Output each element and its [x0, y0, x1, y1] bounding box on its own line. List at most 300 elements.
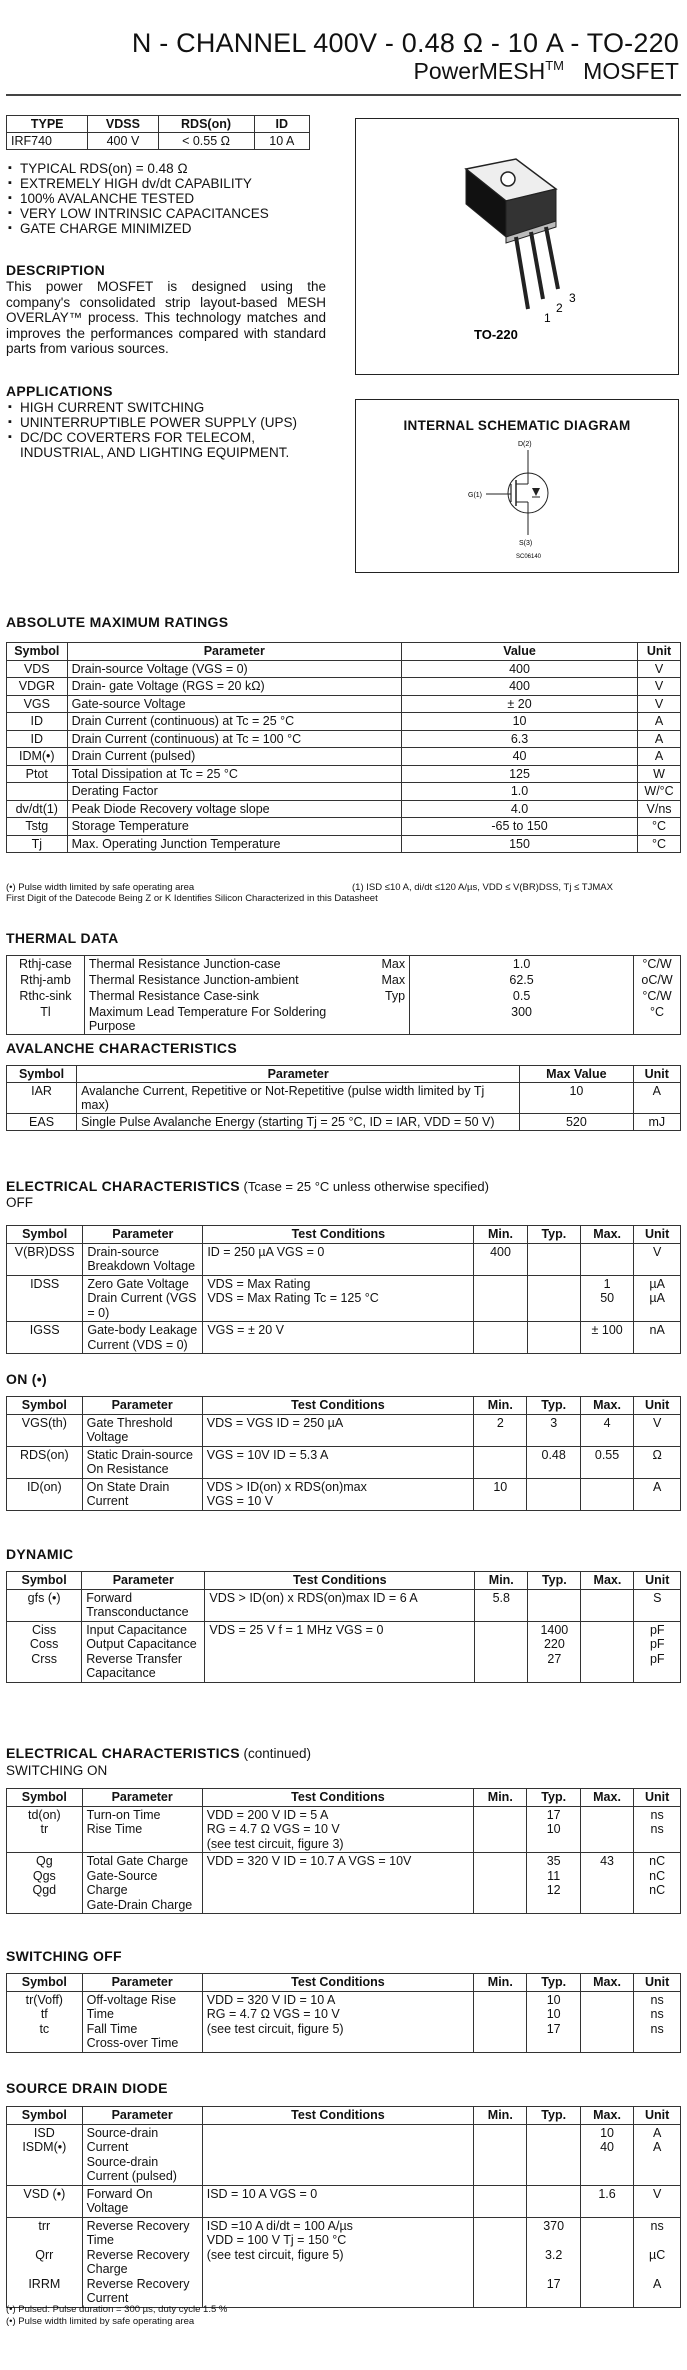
pin-2-label: 2 — [556, 301, 563, 315]
footnote-pulsed: (•) Pulsed: Pulse duration = 300 µs, duty cycle 1.5 % — [6, 2304, 228, 2315]
source-label: S(3) — [519, 540, 533, 547]
row-typ: 1400 220 27 — [528, 1621, 581, 1682]
switching-on-rows — [7, 1806, 681, 1914]
table-header-row — [7, 1789, 681, 1807]
thermal-unit: °C — [634, 1004, 681, 1035]
av-header-max: Max Value — [520, 1066, 633, 1083]
off-rows — [7, 1243, 681, 1354]
thermal-value: 1.0 — [410, 956, 634, 973]
header-max: Max. — [580, 1789, 633, 1807]
header-test-conditions: Test Conditions — [203, 1226, 474, 1244]
amr-symbol — [7, 783, 68, 801]
row-test-conditions — [202, 2124, 473, 2185]
thermal-symbol: Rthj-amb — [7, 972, 85, 988]
amr-parameter: Drain Current (pulsed) — [67, 748, 401, 766]
header-symbol: Symbol — [7, 1397, 83, 1415]
header-typ: Typ. — [527, 1397, 580, 1415]
dynamic-table — [6, 1571, 681, 1683]
row-parameter: Zero Gate Voltage Drain Current (VGS = 0) — [83, 1275, 203, 1322]
row-max: 1.6 — [580, 2185, 633, 2217]
amr-header-value: Value — [401, 643, 637, 661]
amr-symbol: IDM(•) — [7, 748, 68, 766]
amr-unit: V — [638, 678, 681, 696]
doc-subtitle — [414, 58, 679, 85]
summary-header-id: ID — [254, 116, 309, 133]
header-min: Min. — [474, 2107, 527, 2125]
switching-off-label: SWITCHING OFF — [6, 1948, 122, 1964]
row-test-conditions: VGS = ± 20 V — [203, 1322, 474, 1354]
amr-header-symbol: Symbol — [7, 643, 68, 661]
avalanche-title: AVALANCHE CHARACTERISTICS — [6, 1040, 237, 1056]
thermal-qualifier: Max — [367, 956, 410, 973]
sdd-rows — [7, 2124, 681, 2307]
table-header-row — [7, 1226, 681, 1244]
header-min: Min. — [475, 1572, 528, 1590]
row-min: 10 — [474, 1478, 527, 1510]
row-max — [580, 1478, 633, 1510]
header-max: Max. — [580, 1974, 633, 1992]
elec2-heading — [6, 1745, 311, 1761]
summary-rdson: < 0.55 Ω — [158, 133, 254, 150]
amr-value: 4.0 — [401, 800, 637, 818]
thermal-table — [6, 955, 681, 1035]
row-test-conditions: ISD = 10 A VGS = 0 — [202, 2185, 473, 2217]
amr-row — [7, 818, 681, 836]
row-unit: V — [634, 2185, 681, 2217]
summary-type: IRF740 — [7, 133, 88, 150]
row-max — [580, 1991, 633, 2052]
row-min: 2 — [474, 1414, 527, 1446]
amr-value: 6.3 — [401, 730, 637, 748]
avalanche-row — [7, 1083, 681, 1114]
row-parameter: Source-drain Current Source-drain Current (pulsed) — [82, 2124, 202, 2185]
row-test-conditions: VDD = 200 V ID = 5 A RG = 4.7 Ω VGS = 10 V (see test circuit, figure 3) — [202, 1806, 473, 1853]
amr-header-unit: Unit — [638, 643, 681, 661]
amr-row — [7, 730, 681, 748]
amr-rows — [7, 660, 681, 853]
amr-value: 10 — [401, 713, 637, 731]
header-rule — [6, 94, 681, 96]
amr-symbol: dv/dt(1) — [7, 800, 68, 818]
row-unit: ns µC A — [634, 2217, 681, 2307]
table-row — [7, 1589, 681, 1621]
header-max: Max. — [580, 2107, 633, 2125]
dynamic-rows — [7, 1589, 681, 1682]
row-typ: 3 — [527, 1414, 580, 1446]
thermal-symbol: Tl — [7, 1004, 85, 1035]
amr-parameter: Drain Current (continuous) at Tc = 25 °C — [67, 713, 401, 731]
row-symbol: ID(on) — [7, 1478, 83, 1510]
av-symbol: IAR — [7, 1083, 77, 1114]
mosfet-schematic-icon — [356, 400, 678, 572]
amr-row — [7, 660, 681, 678]
row-typ — [527, 1243, 580, 1275]
amr-symbol: Tj — [7, 835, 68, 853]
row-unit: A — [634, 1478, 681, 1510]
row-parameter: Static Drain-source On Resistance — [82, 1446, 202, 1478]
table-header-row — [7, 2107, 681, 2125]
row-typ: 35 11 12 — [527, 1853, 580, 1914]
thermal-title: THERMAL DATA — [6, 930, 119, 946]
thermal-rows — [7, 956, 681, 1035]
row-parameter: Turn-on Time Rise Time — [82, 1806, 202, 1853]
header-parameter: Parameter — [82, 1789, 202, 1807]
header-test-conditions: Test Conditions — [202, 1789, 473, 1807]
table-header-row — [7, 1974, 681, 1992]
amr-value: ± 20 — [401, 695, 637, 713]
row-min — [474, 1991, 527, 2052]
on-label: ON (•) — [6, 1371, 47, 1387]
amr-value: 40 — [401, 748, 637, 766]
row-parameter: Input Capacitance Output Capacitance Reverse Transfer Capacitance — [82, 1621, 205, 1682]
row-symbol: trr Qrr IRRM — [7, 2217, 83, 2307]
amr-symbol: VDGR — [7, 678, 68, 696]
header-unit: Unit — [634, 1572, 681, 1590]
header-min: Min. — [474, 1397, 527, 1415]
row-parameter: Reverse Recovery Time Reverse Recovery Charge Reverse Recovery Current — [82, 2217, 202, 2307]
thermal-parameter: Maximum Lead Temperature For Soldering Purpose — [84, 1004, 367, 1035]
amr-row — [7, 765, 681, 783]
feature-item: ▪ EXTREMELY HIGH dv/dt CAPABILITY — [20, 176, 336, 191]
amr-parameter: Drain Current (continuous) at Tc = 100 °C — [67, 730, 401, 748]
elec-title: ELECTRICAL CHARACTERISTICS — [6, 1178, 240, 1194]
switching-on-label: SWITCHING ON — [6, 1763, 108, 1778]
schematic-box — [355, 399, 679, 573]
table-header-row — [7, 1397, 681, 1415]
header-typ: Typ. — [528, 1572, 581, 1590]
row-typ — [527, 1275, 580, 1322]
row-max: 0.55 — [580, 1446, 633, 1478]
table-row — [7, 1446, 681, 1478]
row-max: ± 100 — [580, 1322, 633, 1354]
amr-symbol: Ptot — [7, 765, 68, 783]
row-unit: S — [634, 1589, 681, 1621]
row-max: 10 40 — [580, 2124, 633, 2185]
table-row — [7, 1991, 681, 2052]
amr-value: 150 — [401, 835, 637, 853]
amr-unit: °C — [638, 835, 681, 853]
row-max — [581, 1621, 634, 1682]
row-unit: nA — [634, 1322, 681, 1354]
row-parameter: Forward Transconductance — [82, 1589, 205, 1621]
header-test-conditions: Test Conditions — [202, 1974, 473, 1992]
row-parameter: Off-voltage Rise Time Fall Time Cross-over Time — [82, 1991, 202, 2052]
row-symbol: V(BR)DSS — [7, 1243, 83, 1275]
table-row — [7, 2124, 681, 2185]
row-symbol: IGSS — [7, 1322, 83, 1354]
thermal-value: 0.5 — [410, 988, 634, 1004]
row-unit: Ω — [634, 1446, 681, 1478]
header-symbol: Symbol — [7, 1226, 83, 1244]
row-symbol: td(on) tr — [7, 1806, 83, 1853]
row-typ: 10 10 17 — [527, 1991, 580, 2052]
row-max — [580, 1243, 633, 1275]
row-unit: ns ns ns — [634, 1991, 681, 2052]
row-symbol: VGS(th) — [7, 1414, 83, 1446]
header-parameter: Parameter — [82, 1397, 202, 1415]
amr-parameter: Storage Temperature — [67, 818, 401, 836]
summary-header-type: TYPE — [7, 116, 88, 133]
footnote-safe-area: (•) Pulse width limited by safe operating area — [6, 2316, 195, 2327]
thermal-value: 62.5 — [410, 972, 634, 988]
amr-title: ABSOLUTE MAXIMUM RATINGS — [6, 614, 229, 630]
header-typ: Typ. — [527, 1226, 580, 1244]
on-rows — [7, 1414, 681, 1510]
thermal-parameter: Thermal Resistance Junction-case — [84, 956, 367, 973]
row-symbol: ISD ISDM(•) — [7, 2124, 83, 2185]
thermal-parameter: Thermal Resistance Case-sink — [84, 988, 367, 1004]
row-unit: nC nC nC — [634, 1853, 681, 1914]
amr-value: 125 — [401, 765, 637, 783]
row-max: 1 50 — [580, 1275, 633, 1322]
amr-note-pulse: (•) Pulse width limited by safe operating area — [6, 882, 195, 893]
feature-item: ▪ 100% AVALANCHE TESTED — [20, 191, 336, 206]
amr-unit: A — [638, 748, 681, 766]
row-parameter: Drain-source Breakdown Voltage — [83, 1243, 203, 1275]
table-row — [7, 2185, 681, 2217]
amr-row — [7, 800, 681, 818]
amr-symbol: ID — [7, 730, 68, 748]
description-title: DESCRIPTION — [6, 262, 105, 278]
summary-header-vdss: VDSS — [88, 116, 158, 133]
switching-on-table — [6, 1788, 681, 1914]
avalanche-row — [7, 1114, 681, 1131]
row-unit: µA µA — [634, 1275, 681, 1322]
sdd-table — [6, 2106, 681, 2308]
row-min — [474, 1322, 527, 1354]
avalanche-rows — [7, 1083, 681, 1131]
table-row — [7, 1621, 681, 1682]
header-parameter: Parameter — [82, 1974, 202, 1992]
application-item: ▪ HIGH CURRENT SWITCHING — [20, 400, 336, 415]
pin-1-label: 1 — [544, 311, 551, 325]
product-line: PowerMESH — [413, 58, 546, 84]
summary-table — [6, 115, 310, 150]
av-symbol: EAS — [7, 1114, 77, 1131]
thermal-row — [7, 988, 681, 1004]
elec2-continued: (continued) — [243, 1746, 312, 1761]
header-test-conditions: Test Conditions — [202, 1397, 473, 1415]
amr-row — [7, 713, 681, 731]
package-box — [355, 118, 679, 375]
product-type: MOSFET — [583, 58, 679, 84]
row-symbol: Qg Qgs Qgd — [7, 1853, 83, 1914]
row-min: 5.8 — [475, 1589, 528, 1621]
table-row — [7, 2217, 681, 2307]
table-row — [7, 1478, 681, 1510]
av-parameter: Single Pulse Avalanche Energy (starting Tj = 25 °C, ID = IAR, VDD = 50 V) — [77, 1114, 520, 1131]
av-max-value: 520 — [520, 1114, 633, 1131]
row-typ — [528, 1589, 581, 1621]
amr-parameter: Derating Factor — [67, 783, 401, 801]
header-unit: Unit — [634, 1397, 681, 1415]
row-unit: A A — [634, 2124, 681, 2185]
row-test-conditions: VDD = 320 V ID = 10 A RG = 4.7 Ω VGS = 10 V (see test circuit, figure 5) — [202, 1991, 473, 2052]
off-table — [6, 1225, 681, 1354]
amr-unit: A — [638, 730, 681, 748]
row-test-conditions: VDS > ID(on) x RDS(on)max ID = 6 A — [205, 1589, 475, 1621]
summary-id: 10 A — [254, 133, 309, 150]
row-symbol: Ciss Coss Crss — [7, 1621, 82, 1682]
thermal-symbol: Rthc-sink — [7, 988, 85, 1004]
table-row — [7, 1414, 681, 1446]
row-unit: ns ns — [634, 1806, 681, 1853]
avalanche-table — [6, 1065, 681, 1131]
amr-row — [7, 695, 681, 713]
row-min: 400 — [474, 1243, 527, 1275]
applications-title: APPLICATIONS — [6, 383, 113, 399]
doc-title: N - CHANNEL 400V - 0.48 Ω - 10 A - TO-220 — [131, 28, 679, 58]
on-table — [6, 1396, 681, 1511]
av-unit: mJ — [633, 1114, 680, 1131]
thermal-unit: °C/W — [634, 956, 681, 973]
thermal-qualifier: Max — [367, 972, 410, 988]
header-max: Max. — [580, 1226, 633, 1244]
amr-header-parameter: Parameter — [67, 643, 401, 661]
package-label: TO-220 — [474, 327, 518, 342]
header-typ: Typ. — [527, 1789, 580, 1807]
amr-parameter: Total Dissipation at Tc = 25 °C — [67, 765, 401, 783]
row-typ: 370 3.2 17 — [527, 2217, 580, 2307]
amr-note-dvdt: (1) ISD ≤10 A, di/dt ≤120 A/µs, VDD ≤ V(BR)DSS, Tj ≤ TJMAX — [352, 882, 613, 893]
row-typ — [527, 2124, 580, 2185]
feature-item: ▪ VERY LOW INTRINSIC CAPACITANCES — [20, 206, 336, 221]
amr-note-datecode: First Digit of the Datecode Being Z or K Identifies Silicon Characterized in this Datasheet — [6, 893, 378, 904]
amr-parameter: Drain-source Voltage (VGS = 0) — [67, 660, 401, 678]
row-test-conditions: ID = 250 µA VGS = 0 — [203, 1243, 474, 1275]
applications-list — [6, 400, 336, 460]
row-test-conditions: VDD = 320 V ID = 10.7 A VGS = 10V — [202, 1853, 473, 1914]
amr-unit: °C — [638, 818, 681, 836]
row-max: 43 — [580, 1853, 633, 1914]
header-typ: Typ. — [527, 2107, 580, 2125]
av-parameter: Avalanche Current, Repetitive or Not-Repetitive (pulse width limited by Tj max) — [77, 1083, 520, 1114]
header-parameter: Parameter — [82, 2107, 202, 2125]
amr-symbol: ID — [7, 713, 68, 731]
header-unit: Unit — [634, 1226, 681, 1244]
row-parameter: On State Drain Current — [82, 1478, 202, 1510]
row-symbol: tr(Voff) tf tc — [7, 1991, 83, 2052]
row-parameter: Gate-body Leakage Current (VDS = 0) — [83, 1322, 203, 1354]
av-header-unit: Unit — [633, 1066, 680, 1083]
gate-label: G(1) — [468, 492, 482, 499]
av-unit: A — [633, 1083, 680, 1114]
amr-unit: A — [638, 713, 681, 731]
row-test-conditions: VDS > ID(on) x RDS(on)max VGS = 10 V — [202, 1478, 473, 1510]
amr-unit: V — [638, 660, 681, 678]
application-item: ▪ UNINTERRUPTIBLE POWER SUPPLY (UPS) — [20, 415, 336, 430]
av-header-parameter: Parameter — [77, 1066, 520, 1083]
row-typ: 17 10 — [527, 1806, 580, 1853]
header-parameter: Parameter — [83, 1226, 203, 1244]
amr-parameter: Gate-source Voltage — [67, 695, 401, 713]
amr-symbol: VGS — [7, 695, 68, 713]
row-max — [580, 2217, 633, 2307]
off-label: OFF — [6, 1195, 33, 1210]
feature-item: ▪ TYPICAL RDS(on) = 0.48 Ω — [20, 161, 336, 176]
amr-parameter: Peak Diode Recovery voltage slope — [67, 800, 401, 818]
amr-unit: V — [638, 695, 681, 713]
header-typ: Typ. — [527, 1974, 580, 1992]
trademark: TM — [545, 58, 564, 73]
thermal-row — [7, 1004, 681, 1035]
header-unit: Unit — [634, 1789, 681, 1807]
elec-condition: (Tcase = 25 °C unless otherwise specified) — [243, 1179, 489, 1194]
row-min — [474, 2217, 527, 2307]
row-unit: V — [634, 1243, 681, 1275]
schematic-title: INTERNAL SCHEMATIC DIAGRAM — [403, 418, 631, 433]
amr-value: 1.0 — [401, 783, 637, 801]
amr-unit: V/ns — [638, 800, 681, 818]
description-text: This power MOSFET is designed using the company's consolidated strip layout-based MESH OVERLAY™ process. This technology matches and improves the performances compared with standard parts from various sources. — [6, 279, 326, 356]
header-symbol: Symbol — [7, 1789, 83, 1807]
header-symbol: Symbol — [7, 1572, 82, 1590]
amr-symbol: Tstg — [7, 818, 68, 836]
table-row — [7, 1275, 681, 1322]
header-min: Min. — [474, 1974, 527, 1992]
header-max: Max. — [581, 1572, 634, 1590]
pin-3-label: 3 — [569, 291, 576, 305]
amr-unit: W/°C — [638, 783, 681, 801]
sdd-label: SOURCE DRAIN DIODE — [6, 2080, 168, 2096]
row-parameter: Total Gate Charge Gate-Source Charge Gate-Drain Charge — [82, 1853, 202, 1914]
thermal-qualifier — [367, 1004, 410, 1035]
row-test-conditions: VDS = 25 V f = 1 MHz VGS = 0 — [205, 1621, 475, 1682]
header-test-conditions: Test Conditions — [205, 1572, 475, 1590]
row-min — [475, 1621, 528, 1682]
header-symbol: Symbol — [7, 2107, 83, 2125]
amr-value: 400 — [401, 660, 637, 678]
elec-heading — [6, 1178, 489, 1194]
row-max — [581, 1589, 634, 1621]
row-min — [474, 1446, 527, 1478]
header-unit: Unit — [634, 2107, 681, 2125]
row-test-conditions: ISD =10 A di/dt = 100 A/µs VDD = 100 V Tj = 150 °C (see test circuit, figure 5) — [202, 2217, 473, 2307]
row-min — [474, 2185, 527, 2217]
thermal-parameter: Thermal Resistance Junction-ambient — [84, 972, 367, 988]
header-max: Max. — [580, 1397, 633, 1415]
row-max — [580, 1806, 633, 1853]
row-typ — [527, 2185, 580, 2217]
header-parameter: Parameter — [82, 1572, 205, 1590]
features-list — [6, 161, 336, 236]
row-min — [474, 1275, 527, 1322]
feature-item: ▪ GATE CHARGE MINIMIZED — [20, 221, 336, 236]
av-max-value: 10 — [520, 1083, 633, 1114]
thermal-value: 300 — [410, 1004, 634, 1035]
thermal-row — [7, 972, 681, 988]
row-unit: pF pF pF — [634, 1621, 681, 1682]
table-header-row — [7, 1572, 681, 1590]
switching-off-rows — [7, 1991, 681, 2052]
thermal-unit: °C/W — [634, 988, 681, 1004]
header-test-conditions: Test Conditions — [202, 2107, 473, 2125]
thermal-unit: oC/W — [634, 972, 681, 988]
summary-header-rdson: RDS(on) — [158, 116, 254, 133]
dynamic-label: DYNAMIC — [6, 1546, 74, 1562]
amr-row — [7, 835, 681, 853]
row-max: 4 — [580, 1414, 633, 1446]
row-test-conditions: VGS = 10V ID = 5.3 A — [202, 1446, 473, 1478]
header-unit: Unit — [634, 1974, 681, 1992]
header-min: Min. — [474, 1226, 527, 1244]
table-row — [7, 1853, 681, 1914]
row-symbol: VSD (•) — [7, 2185, 83, 2217]
thermal-row — [7, 956, 681, 973]
elec2-title: ELECTRICAL CHARACTERISTICS — [6, 1745, 240, 1761]
row-symbol: IDSS — [7, 1275, 83, 1322]
row-symbol: gfs (•) — [7, 1589, 82, 1621]
